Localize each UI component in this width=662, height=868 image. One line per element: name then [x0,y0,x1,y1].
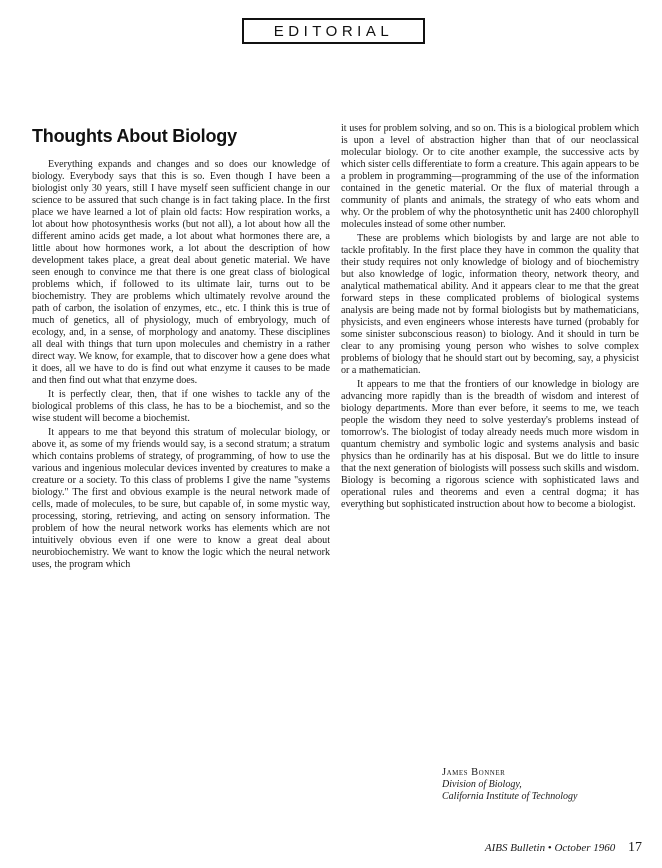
publication-name: AIBS Bulletin [484,842,546,854]
paragraph: It appears to me that beyond this stratum of molecular biology, or above it, as some of my friends would say, is a second stratum; a stratum which contains problems of strategy, of programming, of how to use the various and ingenious molecular devices invented by creatures to make a creature or a society. To this class of problems I give the name "systems biology." The first and obvious example is the neural network made of cells, made of molecules, to be sure, but capable of, in some mystic way, processing, storing, retrieving, and acting on sensory information. The problem of how the neural network works has elements which are not intuitively obvious even if one were to know a great deal about neurobiochemistry. We want to know the logic which the neural network uses, the program which [32,427,330,570]
paragraph: These are problems which biologists by and large are not able to tackle profitably. In the first place they have in common the quality that their study requires not only knowledge of biology and of biochemistry but also knowledge of logic, information theory, network theory, and analytical mathematical ability. And it appears clear to me that the great forward steps in these complicated problems of biological systems analysis are being made not by formal biologists but by mathematicians, physicists, and even engineers whose interests have turned (probably for some sinister subconscious reason) to biology. And it should in turn be clear to any promising young person who wishes to solve complex problems of biology that he should start out by becoming, say, a physicist or a mathematician. [341,233,639,376]
left-column [32,159,330,573]
masthead-label: EDITORIAL [273,22,394,40]
page-footer [485,840,642,856]
author-signature [442,767,577,804]
publication-date: October 1960 [554,842,616,854]
article-title: Thoughts About Biology [32,126,237,146]
paragraph: It is perfectly clear, then, that if one wishes to tackle any of the biological problems of this class, he has to be a biochemist, and so the wise student will become a biochemist. [32,389,330,424]
footer-separator: • [547,842,552,854]
editorial-masthead [242,18,425,44]
paragraph: It appears to me that the frontiers of our knowledge in biology are advancing more rapidly than is the breadth of wisdom and interest of biology departments. More than ever before, it seems to me, we teach people the wisdom they need to solve yesterday's problems instead of tomorrow's. The biologist of today already needs much more wisdom in quantum chemistry and symbolic logic and systems analysis and basic physics than he ordinarily has at his disposal. But we do little to insure that the next generation of biologists will possess such skills and wisdom. Biology is becoming a rigorous science with sophisticated laws and operational rules and theorems and even a central dogma; it has everything but sophisticated instruction about how to become a biologist. [341,379,639,510]
author-institution: California Institute of Technology [442,791,578,803]
paragraph: it uses for problem solving, and so on. This is a biological problem which is upon a level of abstraction higher than that of our neoclassical molecular biology. Or to cite another example, the successive acts by which sister cells differentiate to form a creature. This again appears to be a problem in programming—programming of the use of the information contained in the genetic material. Or the flux of material through a community of plants and animals, the strategy of who eats whom and why. Or the problem of why the photosynthetic unit has 2400 chlorophyll molecules instead of some other number. [341,123,639,230]
paragraph: Everything expands and changes and so does our knowledge of biology. Everybody says that this is so. Even though I have been a biologist only 30 years, still I have myself seen sufficient change in our science to be assured that such change is in fact taking place. In the first place we have learned a lot of plain old facts: How respiration works, a lot about how photosynthesis works (but not all), a lot about how all the different amino acids get made, a lot about what hormones there are, a little about how hormones work, a lot about the description of how development takes place, a great deal about genetic material. We have seen enough to convince me that there is one great class of biological problems which, if followed to its ultimate lair, turns out to be biochemistry. They are problems which ultimately revolve around the path of carbon, the isolation of enzymes, etc., etc. I think this is true of much of genetics, all of physiology, much of embryology, much of ecology, and, in a sense, of morphology and anatomy. These disciplines all deal with things that turn upon molecules and chemistry in a rather direct way. We know, for example, that to discover how a gene does what it does, all we have to do is find out what enzyme it causes to be made and then find out what that enzyme does. [32,159,330,386]
right-column [341,123,639,513]
author-division: Division of Biology, [442,779,522,791]
page-number: 17 [628,840,642,855]
author-name: James Bonner [442,767,506,778]
